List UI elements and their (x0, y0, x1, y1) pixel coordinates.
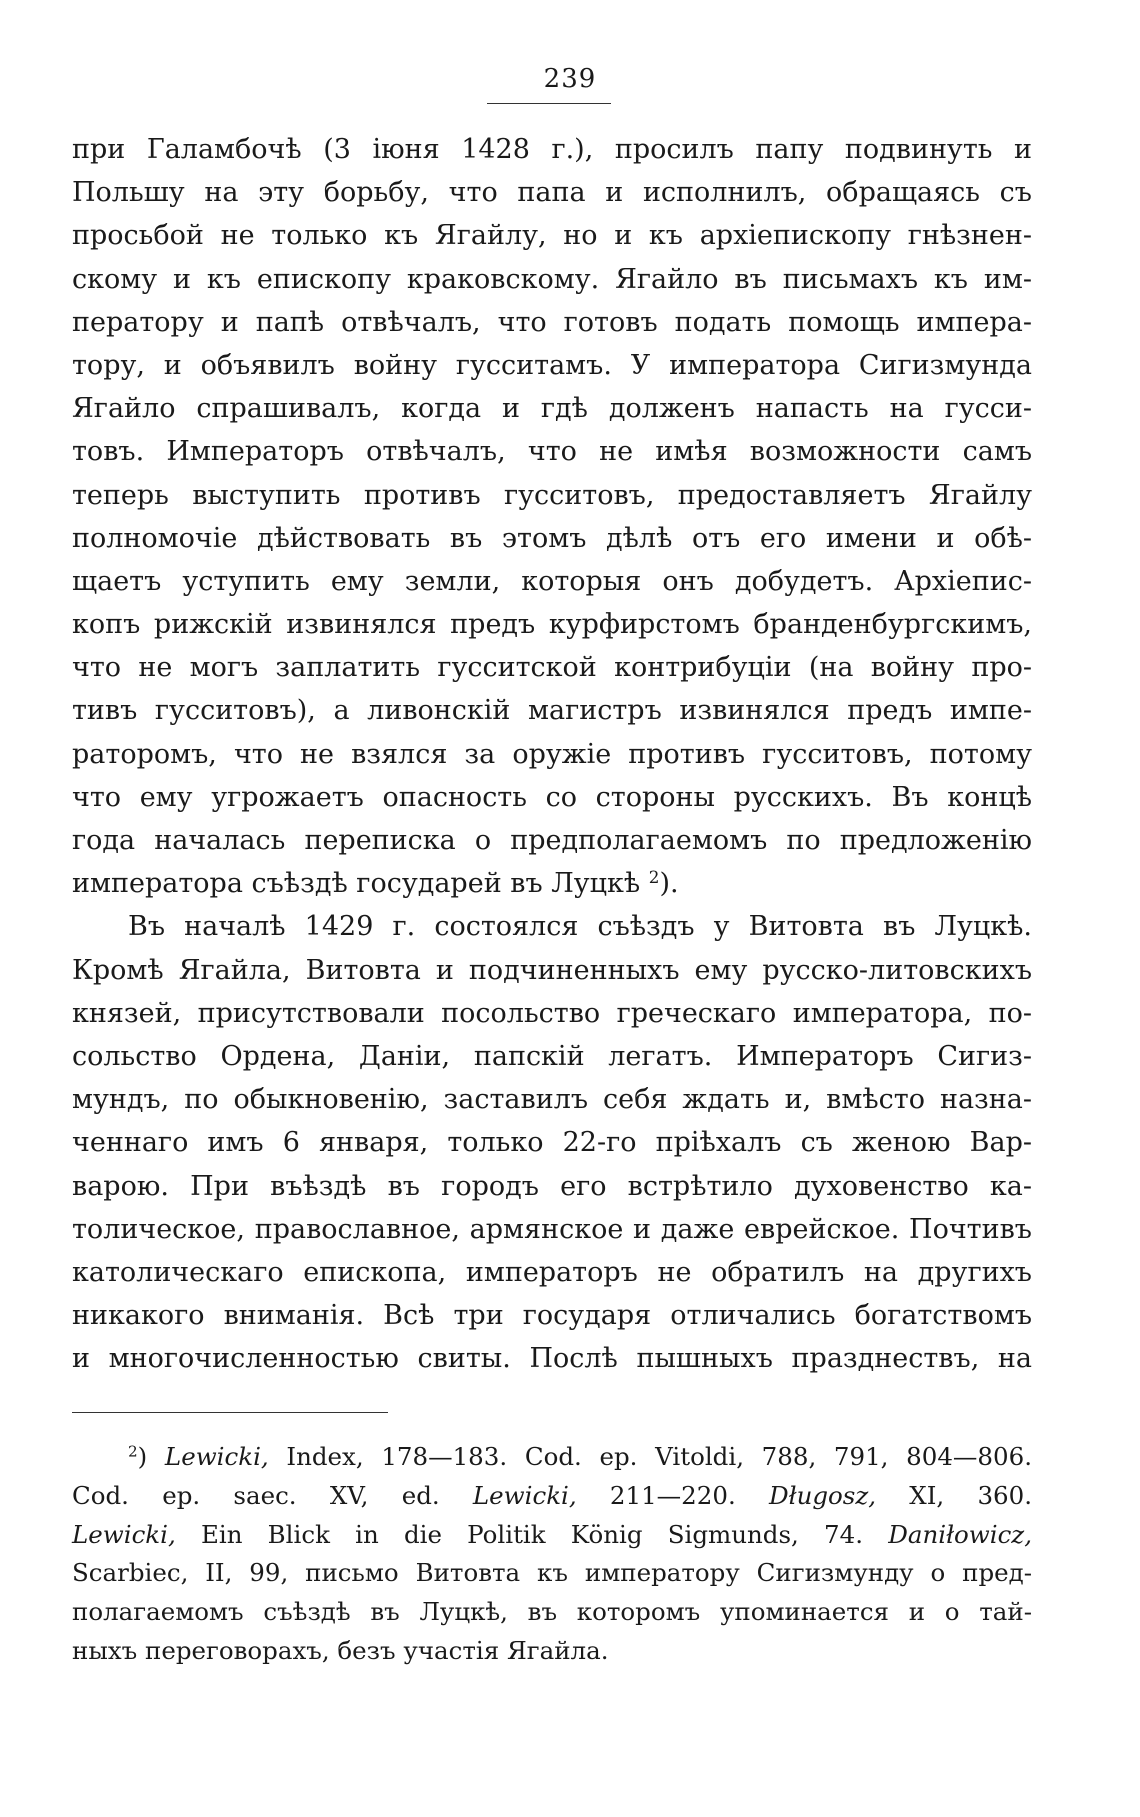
page-number-rule (487, 103, 611, 104)
text-span: ) (137, 1442, 165, 1471)
footnotes (72, 1438, 1032, 1671)
text-line: ченнаго имъ 6 января, только 22-го пріѣхалъ съ женою Вар- (72, 1127, 1032, 1159)
text-line: князей, присутствовали посольство греческаго императора, по- (72, 997, 1032, 1029)
text-line: скому и къ епископу краковскому. Ягайло въ письмахъ къ им- (72, 263, 1032, 295)
text-line: года началась переписка о предполагаемомъ по предложенію (72, 825, 1032, 856)
footnote-line: Scarbiec, II, 99, письмо Витовта къ императору Сигизмунду о пред- (72, 1558, 1032, 1588)
footnote-line (72, 1438, 1032, 1477)
text-line: Въ началѣ 1429 г. состоялся съѣздъ у Витовта въ Луцкѣ. (128, 911, 1032, 943)
footnote-line: полагаемомъ съѣздѣ въ Луцкѣ, въ которомъ упоминается и о тай- (72, 1597, 1032, 1627)
text-line: Польшу на эту борьбу, что папа и исполнилъ, обращаясь съ (72, 177, 1032, 209)
text-line: при Галамбочѣ (3 іюня 1428 г.), просилъ папу подвинуть и (72, 134, 1032, 165)
text-line: копъ рижскій извинялся предъ курфирстомъ бранденбургскимъ, (72, 609, 1032, 641)
footnote-line (72, 1477, 1032, 1516)
text-line: раторомъ, что не взялся за оружіе противъ гусситовъ, потому (72, 738, 1032, 770)
footnote-marker: 2 (128, 1442, 138, 1461)
text-line-last (72, 862, 1032, 905)
text-line: Кромѣ Ягайла, Витовта и подчиненныхъ ему русско-литовскихъ (72, 954, 1032, 986)
text-span: императора съѣздѣ государей въ Луцкѣ (72, 868, 641, 900)
footnote-line (72, 1516, 1032, 1555)
text-line: католическаго епископа, императоръ не обратилъ на другихъ (72, 1256, 1032, 1288)
text-line: что ему угрожаетъ опасность со стороны русскихъ. Въ концѣ (72, 781, 1032, 813)
text-line: что не могъ заплатить гусситской контрибуціи (на войну про- (72, 652, 1032, 684)
text-span: Ein Blick in die Politik König Sigmunds, 74. (175, 1519, 889, 1549)
main-text (72, 128, 1032, 1380)
footnote-rule (72, 1412, 388, 1413)
paragraph-1 (72, 128, 1032, 905)
text-line: никакого вниманія. Всѣ три государя отличались богатствомъ (72, 1300, 1032, 1332)
author-name: Lewicki, (472, 1480, 577, 1510)
text-line: теперь выступить противъ гусситовъ, предоставляетъ Ягайлу (72, 479, 1032, 511)
page-number: 239 (543, 64, 597, 94)
text-line: варою. При въѣздѣ въ городъ его встрѣтило духовенство ка- (72, 1170, 1032, 1202)
text-span: ). (659, 868, 679, 900)
footnote-ref: 2 (648, 866, 660, 887)
text-span: Index, 178—183. Cod. ep. Vitoldi, 788, 791, 804—806. (268, 1442, 1032, 1471)
text-line: Ягайло спрашивалъ, когда и гдѣ долженъ напасть на гусси- (72, 393, 1032, 425)
text-line: мундъ, по обыкновенію, заставилъ себя ждать и, вмѣсто назна- (72, 1084, 1032, 1116)
text-line: щаетъ уступить ему земли, которыя онъ добудетъ. Архіепис- (72, 565, 1032, 597)
text-line: полномочіе дѣйствовать въ этомъ дѣлѣ отъ его имени и обѣ- (72, 522, 1032, 554)
text-span: 211—220. (576, 1480, 769, 1510)
text-line: и многочисленностью свиты. Послѣ пышныхъ празднествъ, на (72, 1343, 1032, 1375)
text-line: тивъ гусситовъ), а ливонскій магистръ извинялся предъ импе- (72, 695, 1032, 727)
text-line: сольство Ордена, Даніи, папскій легатъ. Императоръ Сигиз- (72, 1040, 1032, 1072)
author-name: Lewicki, (72, 1519, 176, 1549)
text-line: просьбой не только къ Ягайлу, но и къ архіепископу гнѣзнен- (72, 220, 1032, 252)
paragraph-2 (72, 905, 1032, 1380)
footnote-line: ныхъ переговорахъ, безъ участія Ягайла. (72, 1635, 609, 1665)
author-name: Długosz, (768, 1480, 877, 1510)
text-span: XI, 360. (876, 1480, 1032, 1510)
text-line: толическое, православное, армянское и даже еврейское. Почтивъ (72, 1213, 1032, 1245)
text-line: тору, и объявилъ войну гусситамъ. У императора Сигизмунда (72, 349, 1032, 381)
text-span: Cod. ep. saec. XV, ed. (72, 1480, 473, 1510)
text-line: ператору и папѣ отвѣчалъ, что готовъ подать помощь импера- (72, 306, 1032, 338)
text-line: товъ. Императоръ отвѣчалъ, что не имѣя возможности самъ (72, 436, 1032, 468)
author-name: Daniłowicz, (888, 1519, 1032, 1549)
author-name: Lewicki, (164, 1442, 269, 1471)
